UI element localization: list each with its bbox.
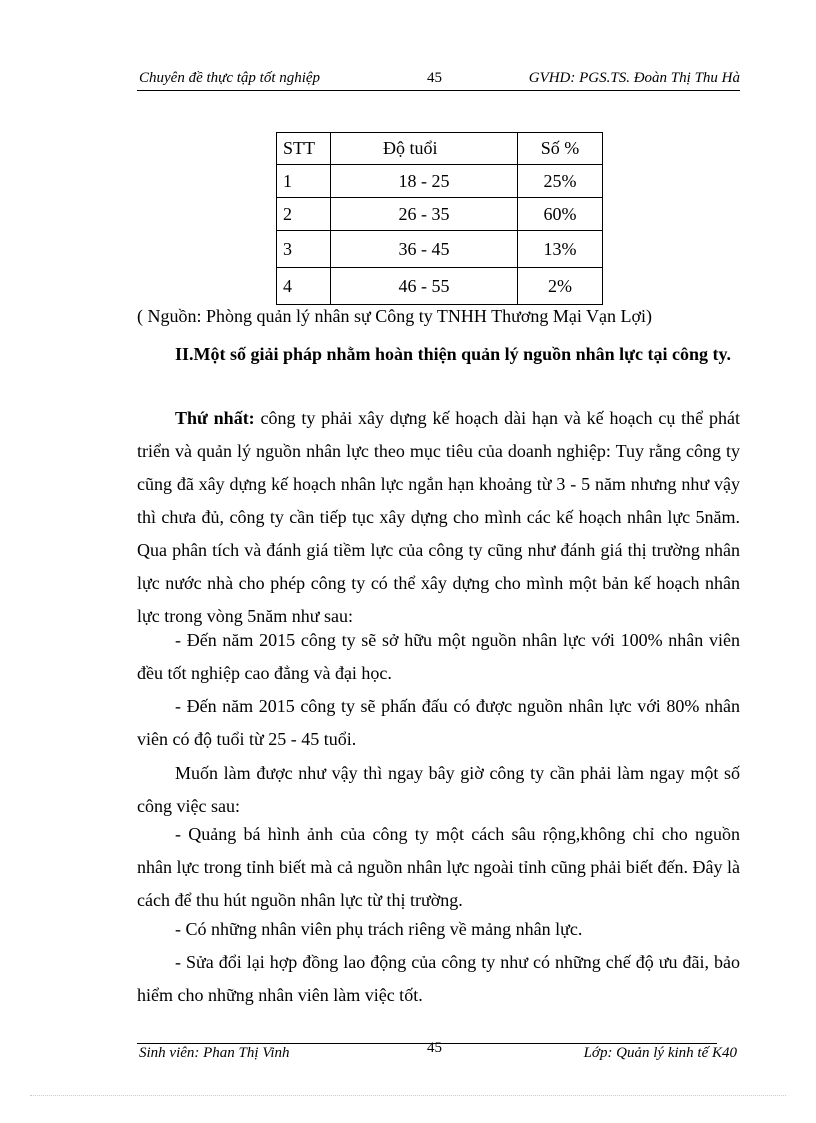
paragraph-first-lead: Thứ nhất: bbox=[175, 408, 255, 428]
cell-stt: 3 bbox=[277, 231, 331, 268]
bullet-item: - Sửa đổi lại hợp đồng lao động của công ty như có những chế độ ưu đãi, bảo hiểm cho những nhân viên làm việc tốt. bbox=[137, 952, 740, 1005]
footer-right: Lớp: Quản lý kinh tế K40 bbox=[583, 1045, 737, 1061]
cell-percent: 25% bbox=[518, 165, 603, 198]
page-edge-divider bbox=[30, 1095, 786, 1096]
header-page-number: 45 bbox=[427, 70, 442, 86]
paragraph-first-body: công ty phải xây dựng kế hoạch dài hạn và kế hoạch cụ thể phát triển và quản lý nguồn nhân lực theo mục tiêu của doanh nghiệp: Tuy rằng công ty cũng đã xây dựng kế hoạch nhân lực ngắn hạn khoảng từ 3 - 5 năm nhưng như vậy thì chưa đủ, công ty cần tiếp tục xây dựng cho mình các kế hoạch nhân lực 5năm. Qua phân tích và đánh giá tiềm lực của công ty cũng như đánh giá thị trường nhân lực nước nhà cho phép công ty có thể xây dựng cho mình một bản kế hoạch nhân lực trong vòng 5năm như sau: bbox=[137, 408, 741, 626]
table-row bbox=[277, 268, 603, 305]
header-age: Độ tuổi bbox=[331, 133, 518, 165]
table-source: ( Nguồn: Phòng quản lý nhân sự Công ty TNHH Thương Mại Vạn Lợi) bbox=[137, 306, 653, 326]
section-title: II.Một số giải pháp nhằm hoàn thiện quản lý nguồn nhân lực tại công ty. bbox=[175, 344, 731, 364]
bullet-item: - Đến năm 2015 công ty sẽ sở hữu một nguồn nhân lực với 100% nhân viên đều tốt nghiệp cao đẳng và đại học. bbox=[137, 630, 740, 683]
header-right: GVHD: PGS.TS. Đoàn Thị Thu Hà bbox=[528, 70, 740, 86]
bullet-item: - Đến năm 2015 công ty sẽ phấn đấu có được nguồn nhân lực với 80% nhân viên có độ tuổi từ 25 - 45 tuổi. bbox=[137, 696, 740, 749]
cell-age: 18 - 25 bbox=[331, 165, 518, 198]
cell-percent: 13% bbox=[518, 231, 603, 268]
cell-stt: 2 bbox=[277, 198, 331, 231]
footer-page-number: 45 bbox=[427, 1040, 442, 1056]
bullet-item: - Có những nhân viên phụ trách riêng về mảng nhân lực. bbox=[175, 919, 583, 939]
footer-left: Sinh viên: Phan Thị Vinh bbox=[139, 1045, 290, 1061]
paragraph-first bbox=[137, 402, 740, 633]
table-row bbox=[277, 231, 603, 268]
age-table bbox=[276, 132, 603, 305]
paragraph-second: Muốn làm được như vậy thì ngay bây giờ công ty cần phải làm ngay một số công việc sau: bbox=[137, 763, 740, 816]
page-footer bbox=[137, 1040, 737, 1068]
cell-percent: 2% bbox=[518, 268, 603, 305]
page-header bbox=[137, 68, 740, 91]
cell-stt: 4 bbox=[277, 268, 331, 305]
cell-age: 26 - 35 bbox=[331, 198, 518, 231]
table-row bbox=[277, 165, 603, 198]
table-header-row bbox=[277, 133, 603, 165]
header-percent: Số % bbox=[518, 133, 603, 165]
cell-percent: 60% bbox=[518, 198, 603, 231]
cell-age: 36 - 45 bbox=[331, 231, 518, 268]
table-row bbox=[277, 198, 603, 231]
cell-stt: 1 bbox=[277, 165, 331, 198]
header-stt: STT bbox=[277, 133, 331, 165]
cell-age: 46 - 55 bbox=[331, 268, 518, 305]
bullet-item: - Quảng bá hình ảnh của công ty một cách sâu rộng,không chỉ cho nguồn nhân lực trong tỉnh biết mà cả nguồn nhân lực ngoài tỉnh cũng phải biết đến. Đây là cách để thu hút nguồn nhân lực từ thị trường. bbox=[137, 824, 740, 910]
header-left: Chuyên đề thực tập tốt nghiệp bbox=[139, 70, 321, 86]
